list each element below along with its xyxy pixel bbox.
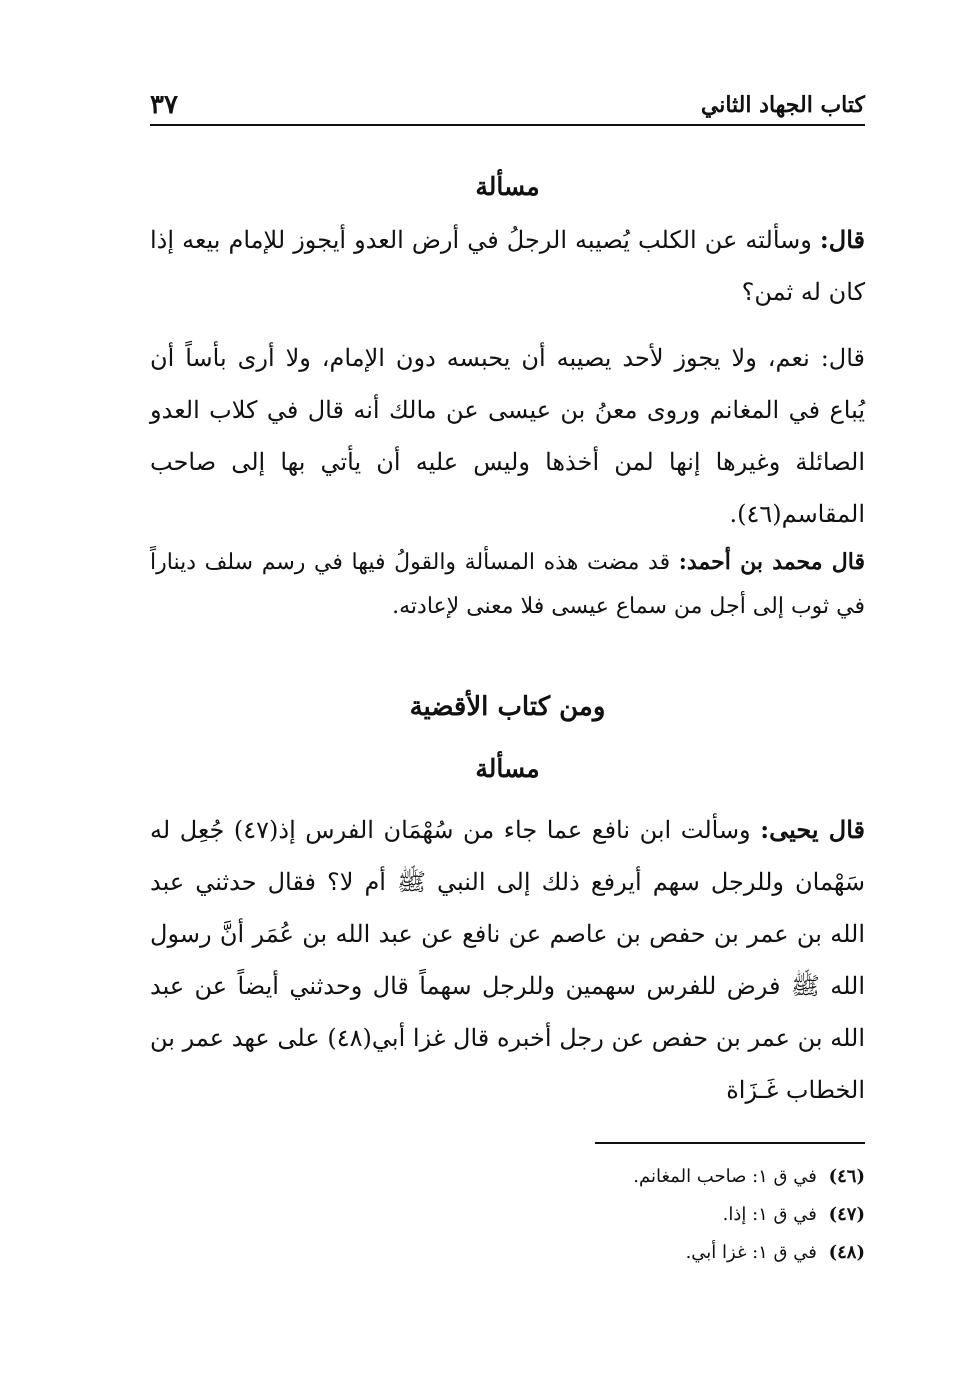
paragraph-lead: قال محمد بن أحمد:	[678, 549, 865, 575]
footnote	[465, 1158, 865, 1196]
footnote-text: في ق ١: غزا أبي.	[685, 1242, 817, 1263]
footnote	[465, 1234, 865, 1272]
paragraph-lead: قال:	[819, 225, 865, 254]
running-title: كتاب الجهاد الثاني	[700, 92, 865, 118]
paragraph-text: قد مضت هذه المسألة والقولُ فيها في رسم سلف ديناراً في ثوب إلى أجل من سماع عيسى فلا معنى لإعادته.	[150, 550, 865, 619]
footnote-text: في ق ١: صاحب المغانم.	[633, 1166, 817, 1187]
footnotes	[465, 1158, 865, 1272]
paragraph	[150, 332, 865, 540]
section-heading: مسألة	[475, 754, 540, 783]
running-header	[150, 88, 865, 126]
book-heading: ومن كتاب الأقضية	[409, 692, 606, 722]
footnote-divider	[595, 1142, 865, 1144]
paragraph	[150, 214, 865, 318]
paragraph	[150, 804, 865, 1116]
paragraph-text: وسألت ابن نافع عما جاء من سُهْمَان الفرس إذ(٤٧) جُعِل له سَهْمان وللرجل سهم أيرفع ذلك إلى النبي ﷺ أم لا؟ فقال حدثني عبد الله بن عمر بن حفص بن عاصم عن نافع عن عبد الله بن عُمَر أنَّ رسول الله ﷺ فرض للفرس سهمين وللرجل سهماً قال وحدثني أيضاً عن عبد الله بن عمر بن حفص عن رجل أخبره قال غزا أبي(٤٨) على عهد عمر بن الخطاب غَـزَاة	[150, 816, 866, 1104]
footnote-number: (٤٨)	[828, 1242, 865, 1263]
paragraph-lead: قال يحيى:	[760, 815, 865, 844]
commentary-paragraph	[150, 540, 865, 629]
paragraph-text: وسألته عن الكلب يُصيبه الرجلُ في أرض العدو أيجوز للإمام بيعه إذا كان له ثمن؟	[150, 226, 865, 306]
footnote-number: (٤٧)	[828, 1204, 865, 1225]
section-heading: مسألة	[475, 172, 540, 201]
book-page	[150, 80, 865, 1300]
paragraph-text: قال: نعم، ولا يجوز لأحد يصيبه أن يحبسه دون الإمام، ولا أرى بأساً أن يُباع في المغانم وروى معنُ بن عيسى عن مالك أنه قال في كلاب العدو الصائلة وغيرها إنها لمن أخذها وليس عليه أن يأتي بها إلى صاحب المقاسم(٤٦).	[150, 344, 866, 528]
footnote-text: في ق ١: إذا.	[722, 1204, 817, 1225]
page-number: ٣٧	[150, 90, 178, 120]
footnote-number: (٤٦)	[828, 1166, 865, 1187]
footnote	[465, 1196, 865, 1234]
